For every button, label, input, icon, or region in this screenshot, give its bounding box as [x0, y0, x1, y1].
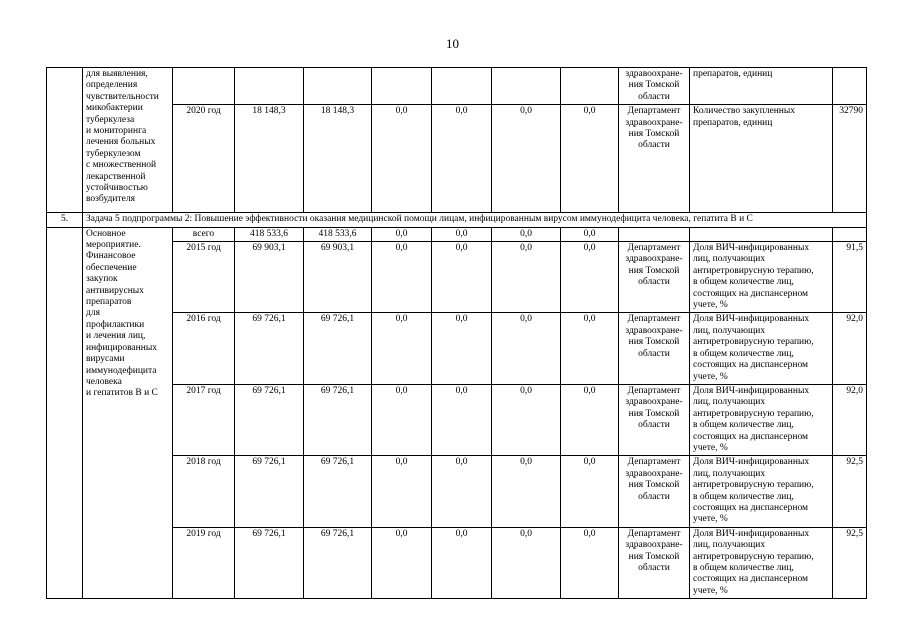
value-cell: 0,0: [492, 242, 561, 313]
regional-cell: 69 726,1: [304, 384, 372, 455]
regional-cell: 69 726,1: [304, 527, 372, 598]
value-cell: 0,0: [561, 527, 619, 598]
value-cell: 0,0: [492, 527, 561, 598]
value-cell: 0,0: [432, 384, 492, 455]
indicator-cell: Количество закупленных препаратов, единиц: [690, 105, 833, 213]
value-cell: 0,0: [561, 105, 619, 213]
table-row: [47, 68, 867, 105]
regional-cell: 18 148,3: [304, 105, 372, 213]
task-header-row: [47, 213, 867, 227]
year-cell: 2020 год: [173, 105, 235, 213]
value-cell: 0,0: [492, 384, 561, 455]
regional-cell: 69 903,1: [304, 242, 372, 313]
value-cell: 0,0: [432, 456, 492, 527]
indicator-cell: Доля ВИЧ-инфицированных лиц, получающих антиретровирусную терапию, в общем количестве лиц, состоящих на диспансерном учете, %: [690, 527, 833, 598]
total-cell: 69 726,1: [235, 384, 304, 455]
indicator-cell: Доля ВИЧ-инфицированных лиц, получающих антиретровирусную терапию, в общем количестве лиц, состоящих на диспансерном учете, %: [690, 313, 833, 384]
value-cell: 0,0: [561, 384, 619, 455]
target-value-cell: 92,5: [833, 456, 867, 527]
indicator-cell: препаратов, единиц: [690, 68, 833, 105]
value-cell: 0,0: [432, 105, 492, 213]
value-cell: 0,0: [432, 227, 492, 241]
value-cell: 0,0: [372, 527, 432, 598]
indicator-cell: Доля ВИЧ-инфицированных лиц, получающих антиретровирусную терапию, в общем количестве лиц, состоящих на диспансерном учете, %: [690, 456, 833, 527]
year-cell: 2018 год: [173, 456, 235, 527]
regional-cell: 418 533,6: [304, 227, 372, 241]
regional-cell: 69 726,1: [304, 313, 372, 384]
total-cell: 69 726,1: [235, 527, 304, 598]
target-value-cell: 32790: [833, 105, 867, 213]
executor-cell: Департамент здравоохране- ния Томской области: [619, 456, 690, 527]
total-cell: 69 903,1: [235, 242, 304, 313]
value-cell: 0,0: [561, 456, 619, 527]
activity-cell: для выявления, определения чувствительности микобактерии туберкулеза и мониторинга лечения больных туберкулезом с множественной лекарственной устойчивостью возбудителя: [83, 68, 173, 213]
executor-cell: Департамент здравоохране- ния Томской области: [619, 527, 690, 598]
value-cell: 0,0: [561, 227, 619, 241]
table-row: [47, 227, 867, 241]
target-value-cell: 91,5: [833, 242, 867, 313]
value-cell: 0,0: [561, 313, 619, 384]
value-cell: 0,0: [372, 105, 432, 213]
year-cell: 2015 год: [173, 242, 235, 313]
page-number: 10: [446, 36, 459, 51]
task-title: Задача 5 подпрограммы 2: Повышение эффективности оказания медицинской помощи лицам, инфицированным вирусом иммунодефицита человека, гепатита В и С: [83, 213, 867, 227]
activity-cell: Основное мероприятие. Финансовое обеспечение закупок антивирусных препаратов для профилактики и лечения лиц, инфицированных вирусами иммунодефицита человека и гепатитов В и С: [83, 227, 173, 599]
executor-cell: Департамент здравоохране- ния Томской области: [619, 384, 690, 455]
total-cell: 418 533,6: [235, 227, 304, 241]
year-cell: всего: [173, 227, 235, 241]
total-cell: 18 148,3: [235, 105, 304, 213]
year-cell: 2017 год: [173, 384, 235, 455]
executor-cell: Департамент здравоохране- ния Томской области: [619, 242, 690, 313]
value-cell: 0,0: [372, 242, 432, 313]
value-cell: 0,0: [561, 242, 619, 313]
executor-cell: Департамент здравоохране- ния Томской области: [619, 105, 690, 213]
value-cell: 0,0: [492, 227, 561, 241]
total-cell: 69 726,1: [235, 313, 304, 384]
target-value-cell: 92,0: [833, 313, 867, 384]
task-number: 5.: [47, 213, 83, 227]
program-table: [46, 67, 867, 599]
value-cell: 0,0: [492, 313, 561, 384]
value-cell: 0,0: [492, 105, 561, 213]
year-cell: 2019 год: [173, 527, 235, 598]
row-number-cell: [47, 68, 83, 213]
value-cell: 0,0: [372, 456, 432, 527]
value-cell: 0,0: [432, 242, 492, 313]
value-cell: 0,0: [432, 313, 492, 384]
value-cell: 0,0: [432, 527, 492, 598]
value-cell: 0,0: [372, 384, 432, 455]
value-cell: 0,0: [492, 456, 561, 527]
target-value-cell: 92,5: [833, 527, 867, 598]
regional-cell: 69 726,1: [304, 456, 372, 527]
value-cell: 0,0: [372, 313, 432, 384]
indicator-cell: Доля ВИЧ-инфицированных лиц, получающих антиретровирусную терапию, в общем количестве лиц, состоящих на диспансерном учете, %: [690, 242, 833, 313]
executor-cell: здравоохране- ния Томской области: [619, 68, 690, 105]
executor-cell: Департамент здравоохране- ния Томской области: [619, 313, 690, 384]
target-value-cell: 92,0: [833, 384, 867, 455]
indicator-cell: Доля ВИЧ-инфицированных лиц, получающих антиретровирусную терапию, в общем количестве лиц, состоящих на диспансерном учете, %: [690, 384, 833, 455]
year-cell: 2016 год: [173, 313, 235, 384]
total-cell: 69 726,1: [235, 456, 304, 527]
value-cell: 0,0: [372, 227, 432, 241]
